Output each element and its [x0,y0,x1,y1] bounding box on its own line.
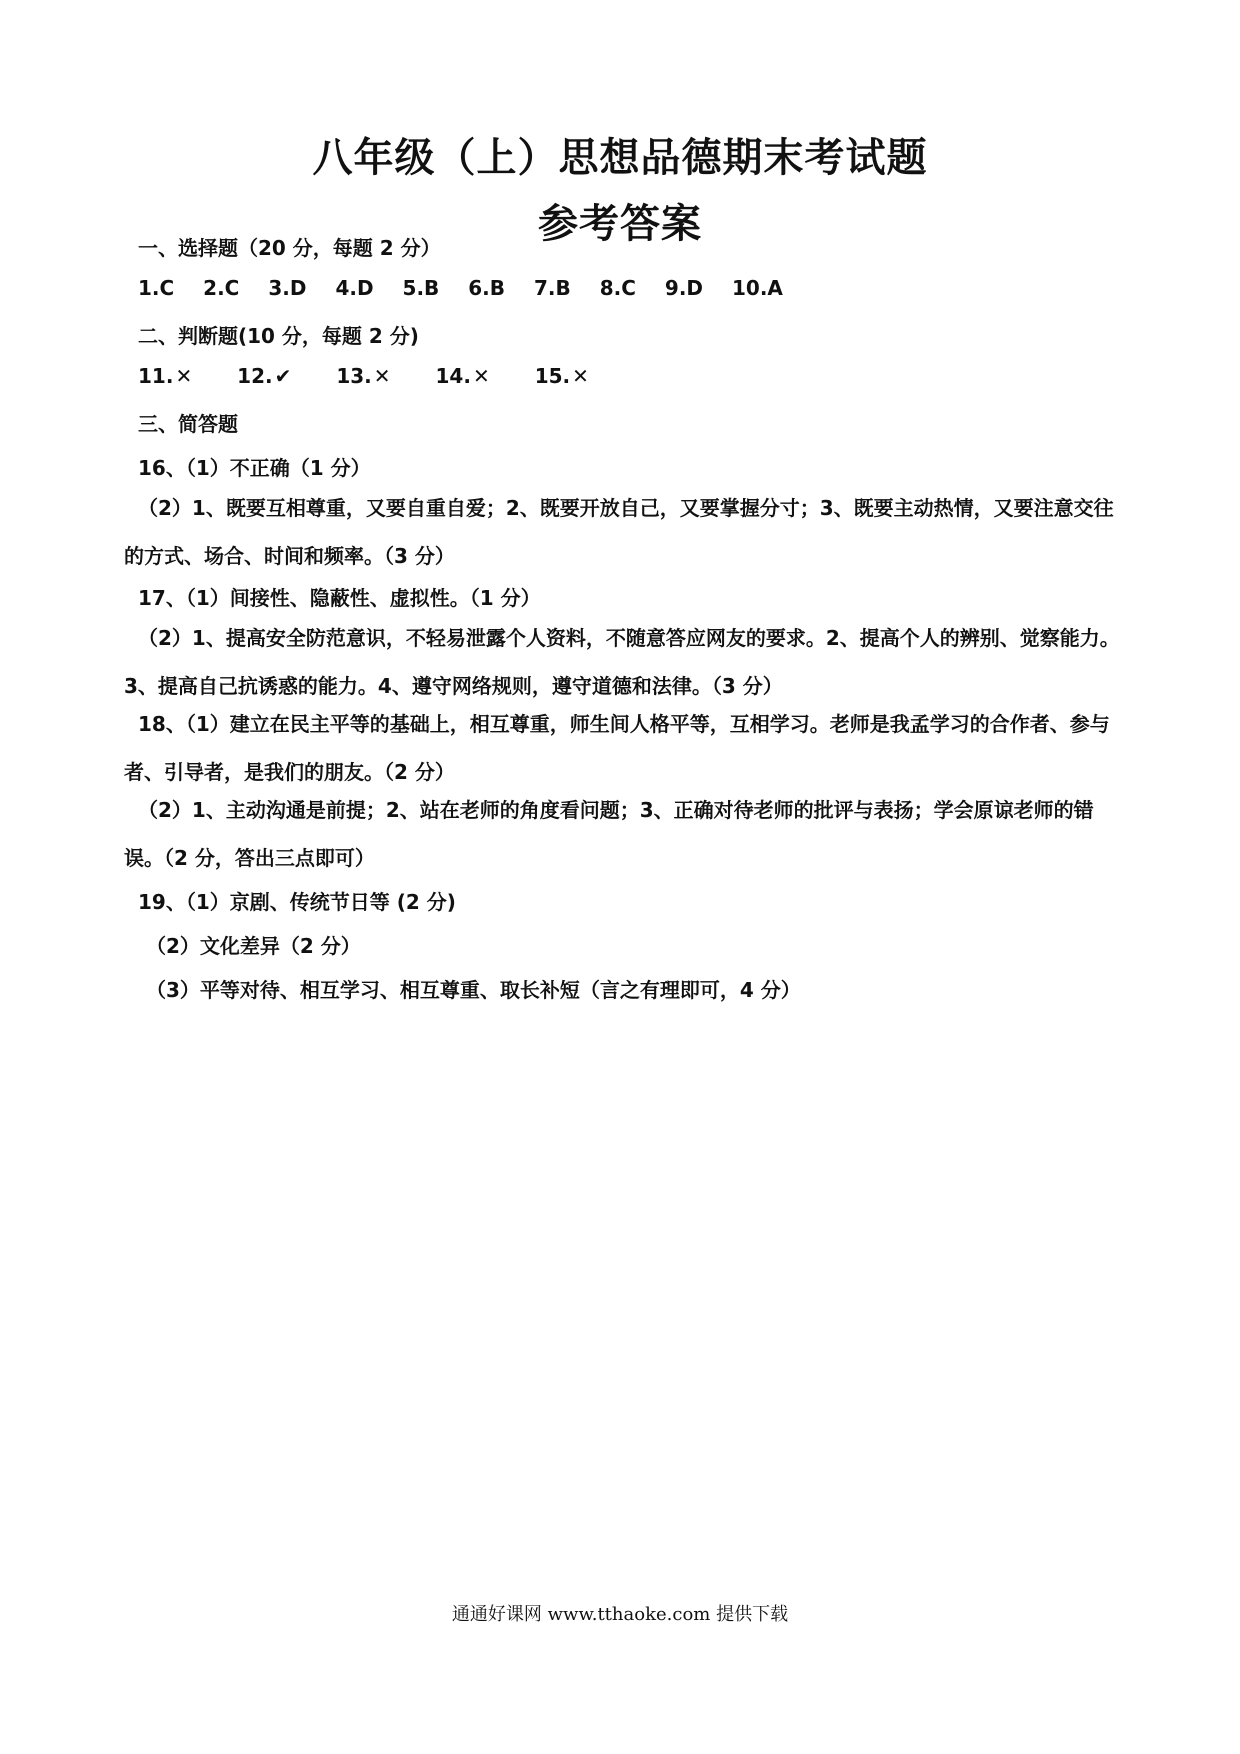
tf-number: 14. [435,364,471,388]
mc-answer: 7.B [534,276,571,300]
mc-answer: 10.A [732,276,783,300]
q17-part1: 17、（1）间接性、隐蔽性、虚拟性。（1 分） [138,586,541,610]
tf-answer [336,364,390,388]
q18-part1: 18、（1）建立在民主平等的基础上，相互尊重，师生间人格平等，互相学习。老师是我孟学习的合作者、参与者、引导者，是我们的朋友。（2 分） [124,712,1110,784]
tf-number: 12. [237,364,273,388]
mc-answer: 5.B [402,276,440,300]
q16-part1: 16、（1）不正确（1 分） [138,456,371,480]
mc-answer: 4.D [335,276,374,300]
q19-part2: （2）文化差异（2 分） [146,934,361,958]
section1-heading: 一、选择题（20 分，每题 2 分） [138,236,441,260]
mc-answer: 2.C [203,276,240,300]
tf-number: 15. [534,364,571,388]
tf-answer [535,364,589,388]
tf-number: 13. [336,364,372,388]
cross-icon: ✕ [472,364,490,388]
q18-part2: （2）1、主动沟通是前提；2、站在老师的角度看问题；3、正确对待老师的批评与表扬；学会原谅老师的错误。（2 分，答出三点即可） [124,798,1094,870]
tf-answer [138,364,192,388]
section2-answers [138,364,627,388]
page-title: 八年级（上）思想品德期末考试题 [312,135,928,181]
q16-part2: （2）1、既要互相尊重，又要自重自爱；2、既要开放自己，又要掌握分寸；3、既要主动热情，又要注意交往的方式、场合、时间和频率。（3 分） [124,496,1114,568]
section1-answers [138,276,805,300]
section2-heading: 二、判断题(10 分，每题 2 分) [138,324,419,348]
page-subtitle: 参考答案 [538,201,702,247]
footer-text: 通通好课网 www.tthaoke.com 提供下载 [451,1604,789,1625]
mc-answer: 9.D [664,276,704,300]
mc-answer: 1.C [138,276,175,300]
check-icon: ✔ [274,364,292,388]
q17-part2: （2）1、提高安全防范意识，不轻易泄露个人资料，不随意答应网友的要求。2、提高个人的辨别、觉察能力。3、提高自己抗诱惑的能力。4、遵守网络规则，遵守道德和法律。（3 分） [124,626,1120,698]
mc-answer: 3.D [268,276,307,300]
mc-answer: 6.B [468,276,506,300]
q19-part3: （3）平等对待、相互学习、相互尊重、取长补短（言之有理即可，4 分） [146,978,801,1002]
q19-part1: 19、（1）京剧、传统节日等 (2 分) [138,890,456,914]
tf-answer [237,364,291,388]
tf-answer [436,364,490,388]
section3-heading: 三、简答题 [138,412,238,436]
tf-number: 11. [138,364,174,388]
cross-icon: ✕ [572,364,589,388]
cross-icon: ✕ [373,364,391,388]
cross-icon: ✕ [175,364,193,388]
mc-answer: 8.C [599,276,636,300]
